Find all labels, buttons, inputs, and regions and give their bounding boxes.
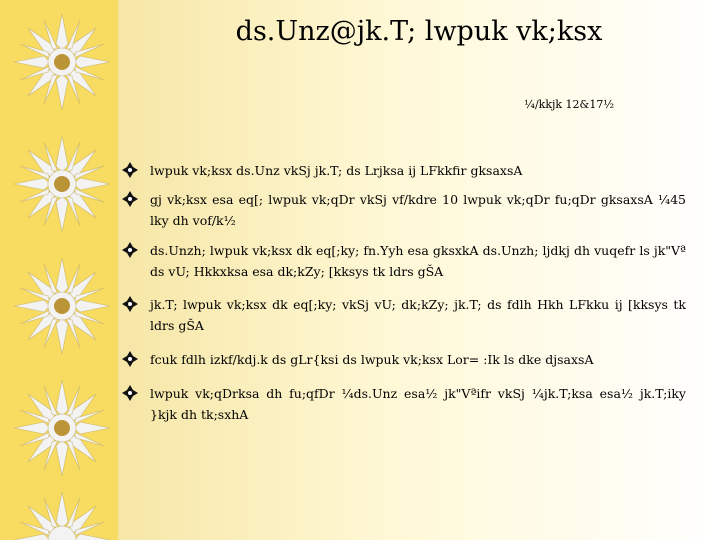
diamond-bullet-icon xyxy=(122,162,138,178)
bullet-text: jk.T; lwpuk vk;ksx dk eq[;ky; vkSj vU; dk;kZy; jk.T; ds fdlh Hkh LFkku ij [kksys tk ldrs gŠA xyxy=(150,297,686,333)
bullet-item xyxy=(120,294,686,336)
bullet-text: lwpuk vk;ksx ds.Unz vkSj jk.T; ds Lrjksa ij LFkkfir gksaxsA xyxy=(150,163,523,178)
bullet-item xyxy=(120,349,686,370)
bullet-item xyxy=(120,160,686,181)
bullet-item xyxy=(120,189,686,231)
bullet-item xyxy=(120,240,686,282)
bullet-item xyxy=(120,383,686,425)
bullet-text: lwpuk vk;qDrksa dh fu;qfDr ¼ds.Unz esa½ jk"Vªifr vkSj ¼jk.T;ksa esa½ jk.T;iky }kjk dh tk;sxhA xyxy=(150,386,686,422)
bullet-text: fcuk fdlh izkf/kdj.k ds gLr{ksi ds lwpuk vk;ksx Lor= :Ik ls dke djsaxsA xyxy=(150,352,594,367)
sun-pattern xyxy=(0,0,118,540)
slide-title: ds.Unz@jk.T; lwpuk vk;ksx xyxy=(235,16,603,47)
diamond-bullet-icon xyxy=(122,242,138,258)
diamond-bullet-icon xyxy=(122,351,138,367)
slide-subtitle: ¼/kkjk 12&17½ xyxy=(524,98,614,111)
sun-sidebar xyxy=(0,0,118,540)
diamond-bullet-icon xyxy=(122,191,138,207)
bullet-text: ds.Unzh; lwpuk vk;ksx dk eq[;ky; fn.Yyh esa gksxkA ds.Unzh; ljdkj dh vuqefr ls jk"Vª ds vU; Hkkxksa esa dk;kZy; [kksys tk ldrs gŠA xyxy=(150,243,686,279)
bullet-list xyxy=(120,160,686,425)
diamond-bullet-icon xyxy=(122,296,138,312)
diamond-bullet-icon xyxy=(122,385,138,401)
bullet-text: gj vk;ksx esa eq[; lwpuk vk;qDr vkSj vf/kdre 10 lwpuk vk;qDr fu;qDr gksaxsA ¼45 lky dh vof/k½ xyxy=(150,192,686,228)
